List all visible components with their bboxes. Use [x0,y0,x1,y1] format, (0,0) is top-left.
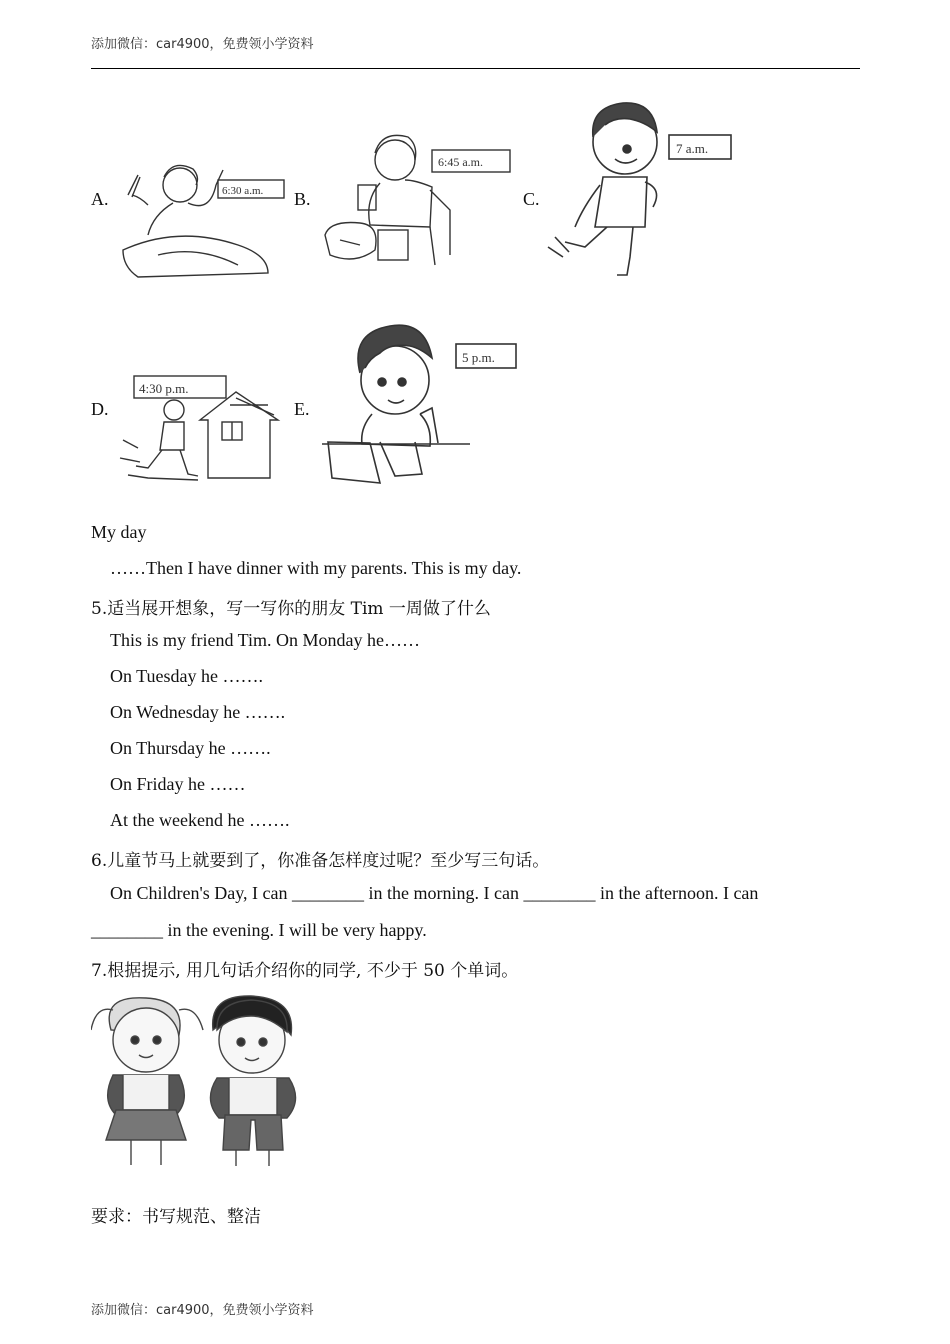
q7-prompt: 7.根据提示, 用几句话介绍你的同学, 不少于 50 个单词。 [91,961,519,981]
my-day-ending: ……Then I have dinner with my parents. This is my day. [110,558,522,578]
header-rule [91,68,860,69]
picture-d-time: 4:30 p.m. [139,381,189,396]
page-footer: 添加微信：car4900，免费领小学资料 [91,1303,314,1318]
picture-classmates [91,990,313,1175]
picture-e-homework [320,318,520,493]
picture-d-go-home [118,370,283,485]
picture-c-go-to-school [545,97,740,285]
q6-sentence-line-2: ________ in the evening. I will be very happy. [91,920,427,940]
option-a-label: A. [91,189,109,209]
q5-line-wednesday: On Wednesday he ……. [110,702,286,722]
picture-c-time: 7 a.m. [676,141,709,156]
option-d-label: D. [91,399,109,419]
picture-a-wake-up [118,155,288,280]
q5-prompt: 5.适当展开想象，写一写你的朋友 Tim 一周做了什么 [91,599,491,619]
q5-line-monday: This is my friend Tim. On Monday he…… [110,630,421,650]
q5-line-weekend: At the weekend he ……. [110,810,290,830]
picture-e-time: 5 p.m. [462,350,495,365]
q5-line-tuesday: On Tuesday he ……. [110,666,264,686]
q6-prompt: 6.儿童节马上就要到了，你准备怎样度过呢？至少写三句话。 [91,851,550,871]
picture-b-breakfast [320,125,515,280]
option-b-label: B. [294,189,311,209]
q5-line-friday: On Friday he …… [110,774,246,794]
q5-line-thursday: On Thursday he ……. [110,738,271,758]
q7-requirement: 要求：书写规范、整洁 [91,1207,261,1227]
q6-sentence-line-1: On Children's Day, I can ________ in the morning. I can ________ in the afternoon. I can [110,883,759,903]
picture-a-time: 6:30 a.m. [222,185,264,197]
page-header: 添加微信：car4900，免费领小学资料 [91,37,314,52]
option-c-label: C. [523,189,540,209]
option-e-label: E. [294,399,310,419]
my-day-title: My day [91,522,147,542]
picture-b-time: 6:45 a.m. [438,155,483,169]
